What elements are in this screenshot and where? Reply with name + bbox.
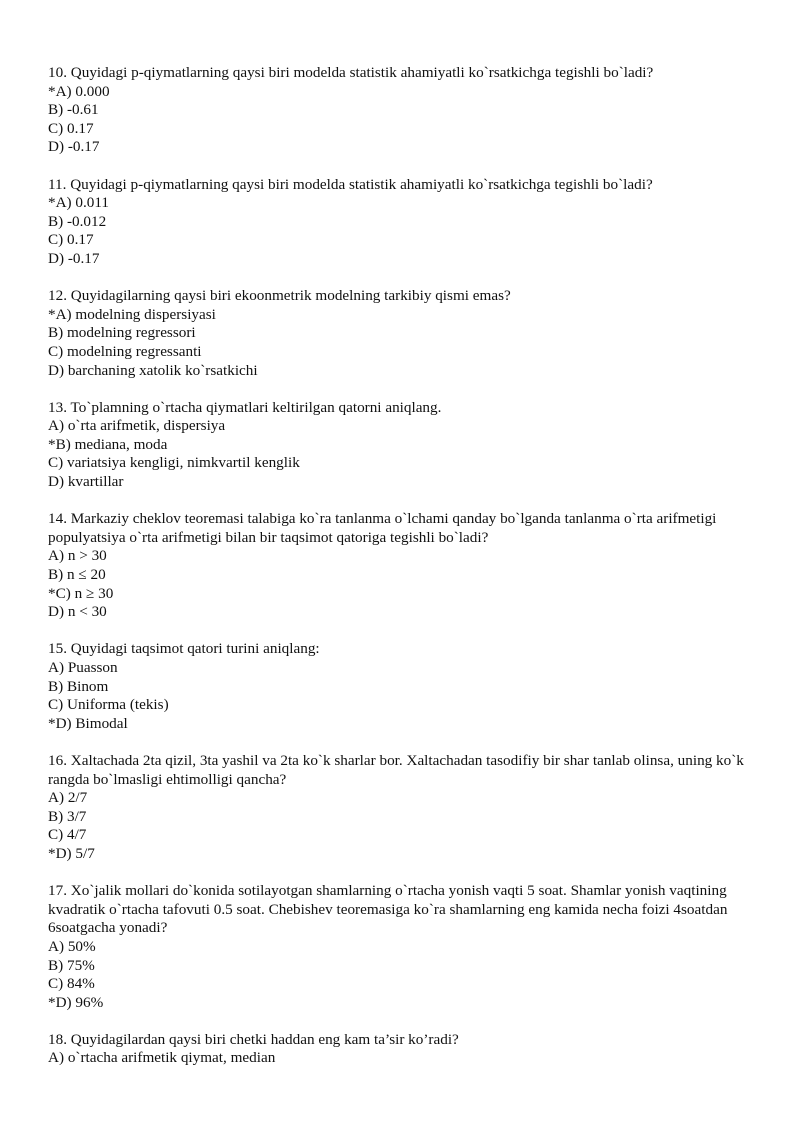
option-b: B) -0.61	[48, 101, 99, 119]
option-a: A) 50%	[48, 937, 96, 955]
option-c: C) 84%	[48, 975, 95, 993]
option-d: *D) Bimodal	[48, 714, 128, 732]
option-c: C) modelning regressanti	[48, 342, 202, 360]
option-d: *D) 96%	[48, 993, 104, 1011]
option-b: B) modelning regressori	[48, 324, 196, 342]
option-b: B) Binom	[48, 677, 109, 695]
option-a: A) o`rta arifmetik, dispersiya	[48, 417, 226, 435]
question-text: 18. Quyidagilardan qaysi biri chetki haddan eng kam ta’sir ko’radi?	[48, 1030, 459, 1048]
option-b: B) 3/7	[48, 807, 87, 825]
question-text: 17. Xo`jalik mollari do`konida sotilayotgan shamlarning o`rtacha yonish vaqti 5 soat. Shamlar yonish vaqtining kvadratik o`rtacha tafovuti 0.5 soat. Chebishev teoremasiga ko`ra shamlarning eng kamida necha foizi 4soatdan 6soatgacha yonadi?	[48, 882, 728, 937]
question-17	[48, 882, 758, 1012]
option-b: *B) mediana, moda	[48, 435, 168, 453]
option-a: *A) 0.000	[48, 82, 110, 100]
option-d: D) n < 30	[48, 603, 107, 621]
question-text: 10. Quyidagi p-qiymatlarning qaysi biri modelda statistik ahamiyatli ko`rsatkichga tegishli bo`ladi?	[48, 64, 654, 81]
question-15	[48, 640, 758, 733]
option-b: B) -0.012	[48, 212, 107, 230]
question-text: 11. Quyidagi p-qiymatlarning qaysi biri modelda statistik ahamiyatli ko`rsatkichga tegishli bo`ladi?	[48, 175, 653, 193]
option-a: *A) modelning dispersiyasi	[48, 305, 216, 323]
option-d: D) -0.17	[48, 249, 100, 267]
question-12	[48, 287, 758, 380]
option-c: C) 0.17	[48, 119, 94, 137]
question-text: 14. Markaziy cheklov teoremasi talabiga ko`ra tanlanma o`lchami qanday bo`lganda tanlanma o`rta arifmetigi populyatsiya o`rta arifmetigi bilan bir taqsimot qatoriga tegishli bo`ladi?	[48, 510, 717, 546]
option-c: *C) n ≥ 30	[48, 584, 114, 602]
option-a: A) o`rtacha arifmetik qiymat, median	[48, 1049, 276, 1067]
option-d: *D) 5/7	[48, 844, 95, 862]
question-text: 12. Quyidagilarning qaysi biri ekoonmetrik modelning tarkibiy qismi emas?	[48, 287, 511, 305]
question-10	[48, 64, 758, 157]
option-c: C) 4/7	[48, 826, 87, 844]
option-c: C) 0.17	[48, 231, 94, 249]
question-11	[48, 176, 758, 269]
option-d: D) barchaning xatolik ko`rsatkichi	[48, 361, 258, 379]
question-14	[48, 510, 758, 622]
option-a: A) Puasson	[48, 659, 118, 676]
option-c: C) variatsiya kengligi, nimkvartil kenglik	[48, 454, 300, 472]
option-a: A) 2/7	[48, 789, 88, 807]
question-text: 15. Quyidagi taqsimot qatori turini aniqlang:	[48, 640, 320, 658]
option-b: B) n ≤ 20	[48, 566, 106, 584]
option-d: D) -0.17	[48, 138, 100, 156]
option-c: C) Uniforma (tekis)	[48, 696, 169, 714]
option-b: B) 75%	[48, 956, 95, 974]
option-a: *A) 0.011	[48, 194, 110, 212]
question-text: 16. Xaltachada 2ta qizil, 3ta yashil va 2ta ko`k sharlar bor. Xaltachadan tasodifiy bir shar tanlab olinsa, uning ko`k rangda bo`lmasligi ehtimolligi qancha?	[48, 751, 744, 788]
question-13	[48, 399, 758, 492]
option-d: D) kvartillar	[48, 473, 124, 491]
question-16	[48, 752, 758, 864]
document-page	[48, 64, 758, 1087]
question-18	[48, 1031, 758, 1068]
option-a: A) n > 30	[48, 547, 107, 565]
question-text: 13. To`plamning o`rtacha qiymatlari keltirilgan qatorni aniqlang.	[48, 398, 442, 416]
